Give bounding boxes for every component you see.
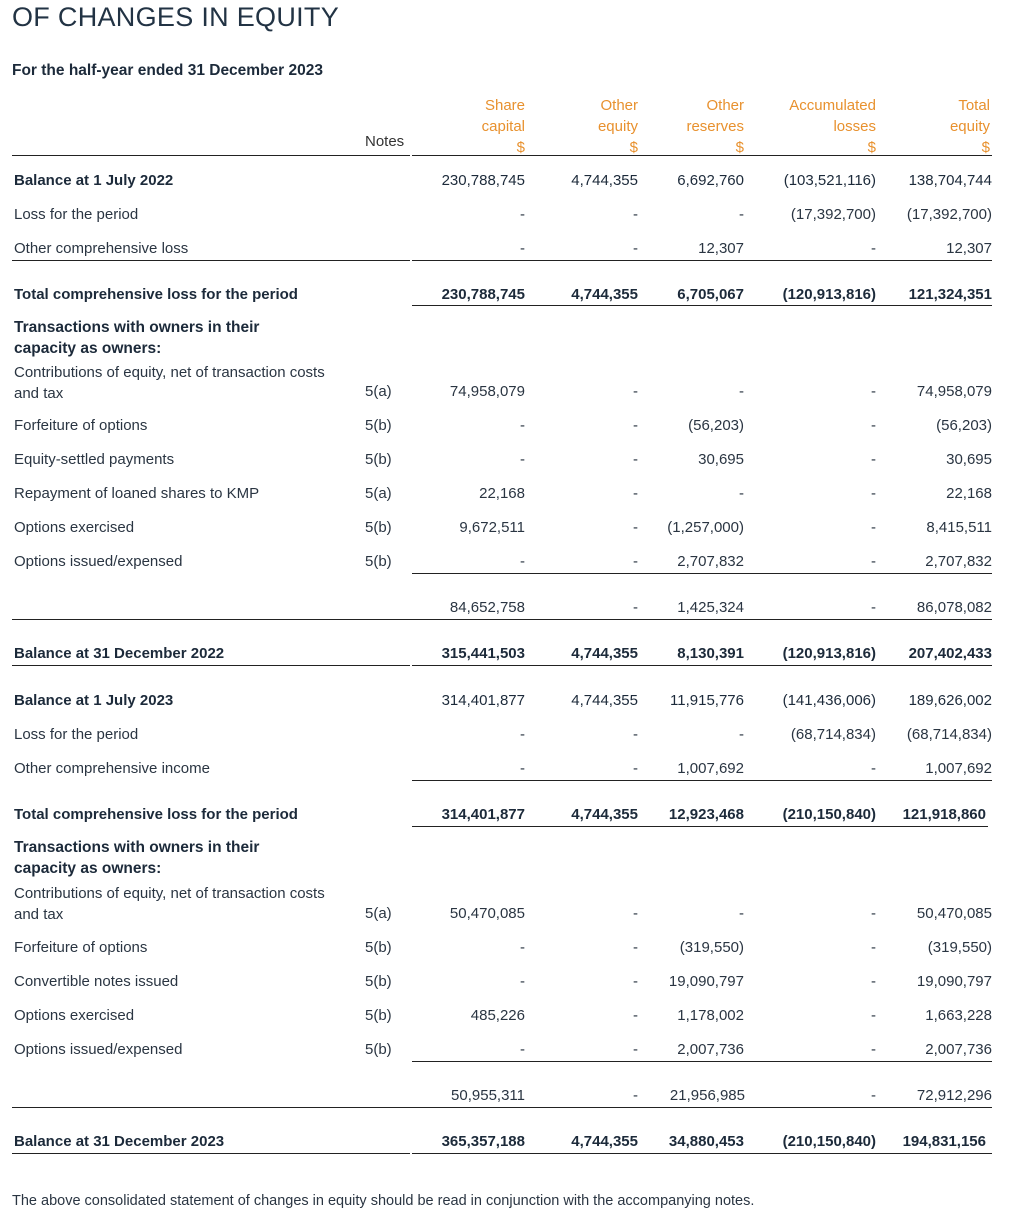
table-row: Forfeiture of options 5(b) - - (56,203) - (56,203) [14,417,992,434]
subtotal-rule-full [12,1107,992,1108]
period-subtitle: For the half-year ended 31 December 2023 [12,62,323,79]
balance-rule-left [12,1153,410,1154]
table-row: 84,652,758 - 1,425,324 - 86,078,082 [449,599,992,616]
balance-rule-right [412,665,992,666]
subtotal-rule [412,780,992,781]
row-label-multiline: Contributions of equity, net of transaction costs and tax [14,364,325,402]
table-row: Convertible notes issued 5(b) - - 19,090,797 - 19,090,797 [14,973,992,990]
total-rule [412,305,992,306]
subtotal-rule-full [12,619,992,620]
table-row: 5(a) 50,470,085 - - - 50,470,085 [365,905,992,922]
table-row: Total comprehensive loss for the period 314,401,877 4,744,355 12,923,468 (210,150,840) 121,918,860 [14,806,986,823]
page-title: OF CHANGES IN EQUITY [12,2,340,32]
header-accumulated-losses: Accumulated losses $ [789,97,876,156]
table-row: Balance at 31 December 2023 365,357,188 4,744,355 34,880,453 (210,150,840) 194,831,156 [14,1133,986,1150]
table-row: Equity-settled payments 5(b) - - 30,695 - 30,695 [14,451,992,468]
row-label-multiline: Contributions of equity, net of transaction costs and tax [14,885,325,923]
balance-rule-left [12,665,410,666]
table-row: Loss for the period - - - (17,392,700) (17,392,700) [14,206,992,223]
table-row: Other comprehensive income - - 1,007,692 - 1,007,692 [14,760,992,777]
table-row: Balance at 1 July 2022 230,788,745 4,744,355 6,692,760 (103,521,116) 138,704,744 [14,172,992,189]
table-row: Options issued/expensed 5(b) - - 2,707,832 - 2,707,832 [14,553,992,570]
table-row: Options issued/expensed 5(b) - - 2,007,736 - 2,007,736 [14,1041,992,1058]
header-rule-right [412,155,992,156]
total-rule [412,826,988,827]
table-row: Repayment of loaned shares to KMP 5(a) 22,168 - - - 22,168 [14,485,992,502]
subtotal-rule [412,260,992,261]
subtotal-rule [412,573,992,574]
balance-rule-right [412,1153,992,1154]
table-row: Forfeiture of options 5(b) - - (319,550) - (319,550) [14,939,992,956]
table-row: 5(a) 74,958,079 - - - 74,958,079 [365,383,992,400]
footnote: The above consolidated statement of changes in equity should be read in conjunction with the accompanying notes. [12,1193,755,1209]
header-notes: Notes [365,133,405,150]
subtotal-rule-left [12,260,410,261]
header-total-equity: Total equity $ [949,97,990,156]
header-share-capital: Share capital $ [481,97,525,156]
header-rule-left [12,155,410,156]
table-row: Options exercised 5(b) 485,226 - 1,178,002 - 1,663,228 [14,1007,992,1024]
table-row: Balance at 31 December 2022 315,441,503 4,744,355 8,130,391 (120,913,816) 207,402,433 [14,645,992,662]
table-row: Options exercised 5(b) 9,672,511 - (1,257,000) - 8,415,511 [14,519,992,536]
subtotal-rule [412,1061,992,1062]
table-row: 50,955,311 - 21,956,985 - 72,912,296 [451,1087,992,1104]
header-other-equity: Other equity $ [597,97,638,156]
section-heading: Transactions with owners in their capacity as owners: [14,319,260,357]
header-other-reserves: Other reserves $ [686,97,744,156]
table-row: Other comprehensive loss - - 12,307 - 12,307 [14,240,992,257]
table-row: Total comprehensive loss for the period 230,788,745 4,744,355 6,705,067 (120,913,816) 121,324,351 [14,286,992,303]
table-row: Loss for the period - - - (68,714,834) (68,714,834) [14,726,992,743]
section-heading: Transactions with owners in their capacity as owners: [14,839,260,877]
table-row: Balance at 1 July 2023 314,401,877 4,744,355 11,915,776 (141,436,006) 189,626,002 [14,692,992,709]
